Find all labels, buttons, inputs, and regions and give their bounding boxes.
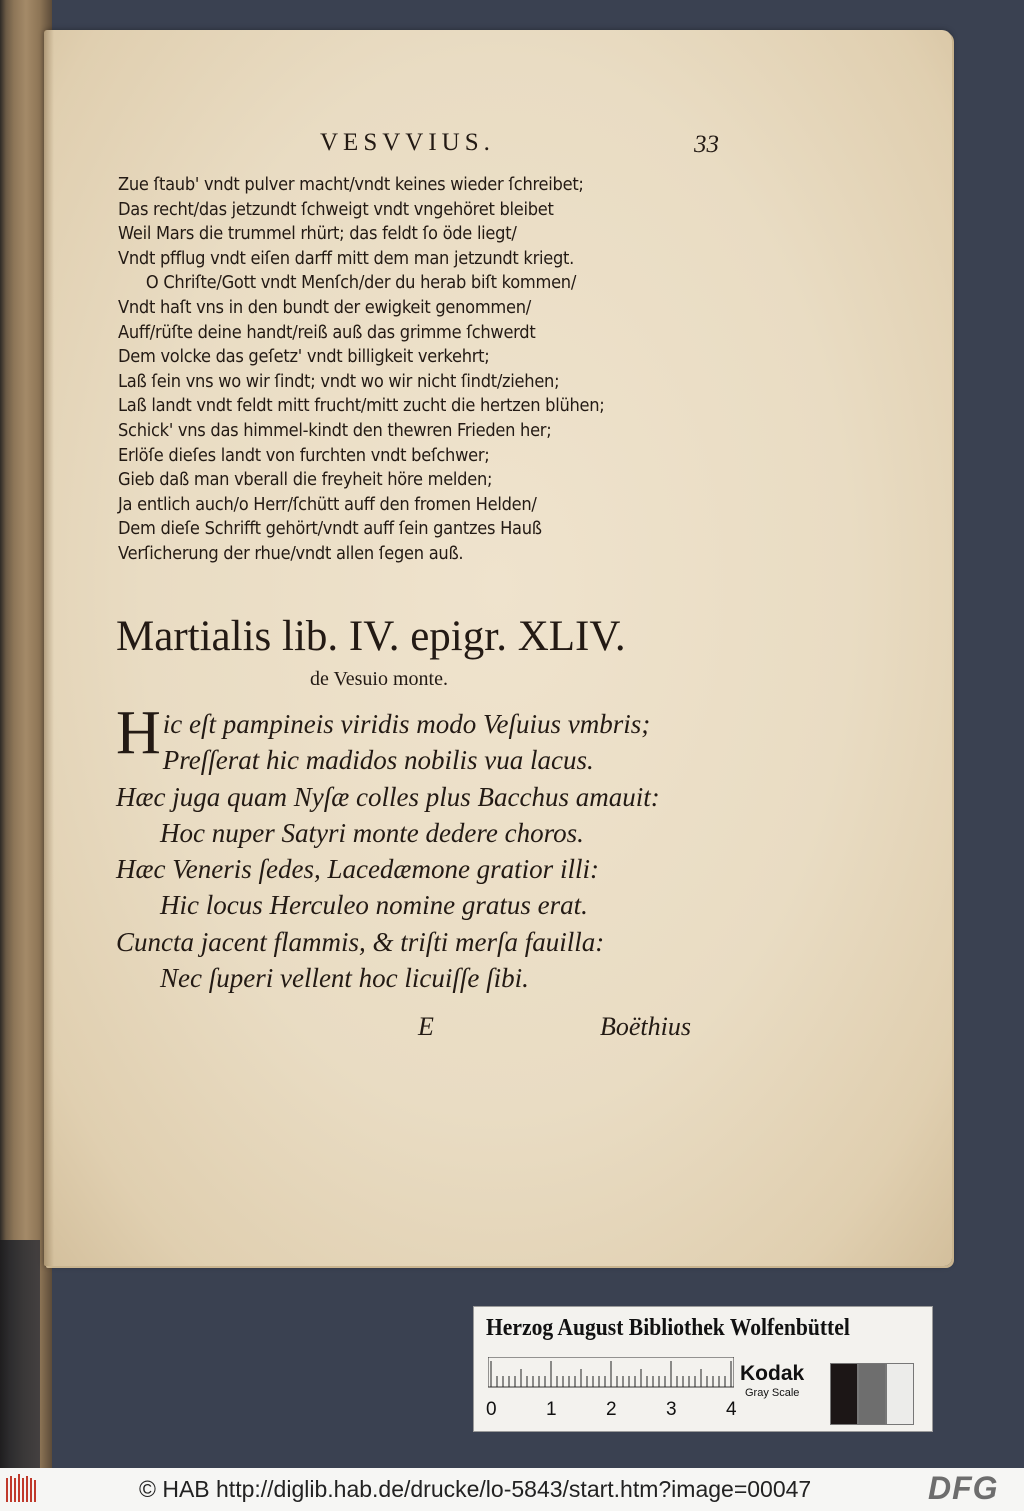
drop-cap: H	[116, 699, 161, 767]
copyright-url: © HAB http://diglib.hab.de/drucke/lo-5843/start.htm?image=00047	[139, 1476, 812, 1502]
german-poem-line: Vndt haſt vns in den bundt der ewigkeit genommen/	[118, 297, 531, 318]
ruler-number: 3	[666, 1399, 677, 1420]
kodak-grayscale-label: Gray Scale	[745, 1387, 800, 1399]
grayscale-swatch	[830, 1363, 858, 1425]
german-poem-line: Ja entlich auch/o Herr/ſchütt auff den fromen Helden/	[118, 494, 537, 515]
german-poem-line: Erlöſe dieſes landt von furchten vndt beſchwer;	[118, 445, 490, 466]
german-poem-line: Auff/rüſte deine handt/reiß auß das grimme ſchwerdt	[118, 322, 536, 343]
german-poem-line: Das recht/das jetzundt ſchweigt vndt vngehöret bleibet	[118, 199, 554, 220]
book-binding-lower	[0, 1240, 40, 1468]
latin-line-text: ic eſt pampineis viridis modo Veſuius vmbris;	[162, 709, 651, 739]
german-poem-line: Verſicherung der rhue/vndt allen ſegen auß.	[118, 543, 464, 564]
latin-line: Hoc nuper Satyri monte dedere choros.	[160, 817, 584, 848]
measurement-ruler	[488, 1357, 734, 1401]
latin-line: Preſſerat hic madidos nobilis vua lacus.	[162, 745, 594, 776]
german-poem-line: Dem dieſe Schrifft gehört/vndt auff ſein gantzes Hauß	[118, 519, 542, 540]
grayscale-swatch	[858, 1363, 886, 1425]
library-color-card	[473, 1306, 933, 1432]
latin-line: Hic locus Herculeo nomine gratus erat.	[160, 890, 588, 921]
german-poem-line: Zue ſtaub' vndt pulver macht/vndt keines wieder ſchreibet;	[118, 175, 584, 195]
latin-poem	[116, 699, 756, 996]
library-logo-icon	[6, 1474, 38, 1504]
page-gutter-shadow	[44, 30, 54, 1266]
german-poem-line: Schick' vns das himmel-kindt den thewren Frieden her;	[118, 420, 552, 441]
ruler-number: 1	[546, 1399, 557, 1420]
dfg-logo: DFG	[928, 1470, 999, 1506]
german-poem	[118, 173, 658, 567]
ruler-number: 4	[726, 1399, 737, 1420]
section-subtitle: de Vesuio monte.	[310, 668, 448, 690]
latin-line: Hæc Veneris ſedes, Lacedæmone gratior illi:	[116, 854, 599, 885]
german-poem-line: Dem volcke das geſetz' vndt billigkeit verkehrt;	[118, 347, 490, 368]
page-number: 33	[694, 131, 719, 158]
german-poem-line: Vndt pfflug vndt eiſen darff mitt dem man jetzundt kriegt.	[118, 248, 575, 269]
latin-line: Nec ſuperi vellent hoc licuiſſe ſibi.	[160, 963, 529, 994]
grayscale-swatch	[886, 1363, 914, 1425]
section-title: Martialis lib. IV. epigr. XLIV.	[116, 613, 626, 660]
signature-mark: E	[418, 1012, 434, 1041]
german-poem-line: Laß ſein vns wo wir ſindt; vndt wo wir nicht ſindt/ziehen;	[118, 371, 560, 392]
latin-line: Cuncta jacent flammis, & triſti merſa fauilla:	[116, 926, 605, 957]
ruler-number: 2	[606, 1399, 617, 1420]
german-poem-line: O Chriſte/Gott vndt Menſch/der du herab biſt kommen/	[145, 273, 577, 294]
german-poem-line: Weil Mars die trummel rhürt; das feldt ſo öde liegt/	[118, 224, 517, 245]
german-poem-line: Gieb daß man vberall die freyheit höre melden;	[118, 470, 493, 491]
latin-line: Hæc juga quam Nyſæ colles plus Bacchus amauit:	[116, 781, 660, 812]
catchword: Boëthius	[600, 1012, 691, 1041]
running-head: VESVVIUS.	[320, 129, 495, 156]
ruler-number: 0	[486, 1399, 497, 1420]
library-name: Herzog August Bibliothek Wolfenbüttel	[486, 1315, 850, 1341]
kodak-logo: Kodak	[740, 1362, 805, 1385]
german-poem-line: Laß landt vndt feldt mitt frucht/mitt zucht die hertzen blühen;	[118, 396, 605, 417]
